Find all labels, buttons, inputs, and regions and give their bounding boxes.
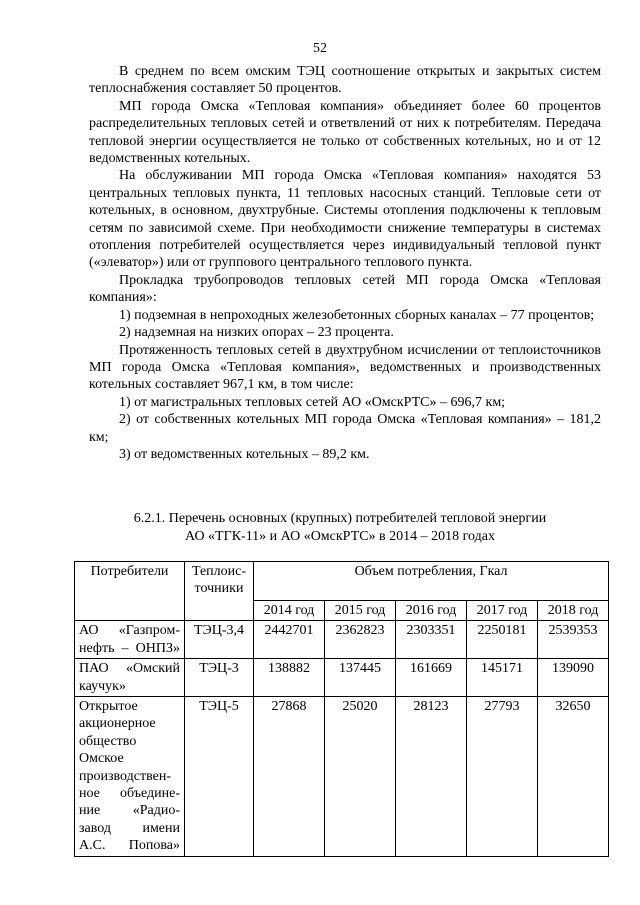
- page-number: 52: [313, 41, 327, 56]
- paragraph: В среднем по всем омским ТЭЦ соотношение открытых и закрытых систем теплоснабжения составляет 50 процентов.: [89, 64, 601, 97]
- value-cell: 25020: [325, 697, 396, 857]
- consumer-name-line: каучук»: [79, 678, 126, 694]
- consumer-name-line: акционерное: [79, 716, 156, 732]
- header-year: 2018 год: [538, 601, 609, 621]
- consumer-name-line: завод имени: [79, 820, 180, 836]
- consumer-name-line: Открытое: [79, 699, 138, 715]
- paragraph: На обслуживании МП города Омска «Тепловая компания» находятся 53 центральных тепловых пункта, 11 тепловых насосных станций. Тепловые сети от котельных, в основном, двухтрубные. Системы отопления подключены к тепловым сетям по зависимой схеме. При необходимости снижение температуры в системах отопления потребителей осуществляется через индивидуальный тепловой пункт («элеватор») или от группового центрального теплового пункта.: [89, 168, 601, 271]
- consumer-name-line: А.С. Попова»: [79, 838, 180, 854]
- value-cell: 2250181: [467, 621, 538, 659]
- table-row: [75, 659, 609, 697]
- consumer-name-line: общество: [79, 733, 137, 749]
- header-year: 2014 год: [254, 601, 325, 621]
- consumer-name-line: ние «Радио-: [79, 803, 180, 819]
- value-cell: 27868: [254, 697, 325, 857]
- consumer-name: [75, 659, 185, 697]
- paragraph: МП города Омска «Тепловая компания» объединяет более 60 процентов распределительных тепловых сетей и ответвлений от них к потребителям. Передача тепловой энергии осуществляется не только от собственных котельных, но и от 12 ведомственных котельных.: [89, 98, 601, 167]
- list-item: 2) от собственных котельных МП города Омска «Тепловая компания» – 181,2 км;: [89, 412, 601, 445]
- source-cell: ТЭЦ-3: [185, 659, 254, 697]
- body-text: [89, 63, 601, 463]
- consumer-name: [75, 621, 185, 659]
- value-cell: 2539353: [538, 621, 609, 659]
- consumer-name: [75, 697, 185, 857]
- consumer-name-line: ПАО «Омский: [79, 661, 180, 677]
- consumer-name-line: ное объедине-: [79, 786, 180, 802]
- list-item: 2) надземная на низких опорах – 23 процента.: [119, 325, 394, 341]
- value-cell: 2442701: [254, 621, 325, 659]
- value-cell: 139090: [538, 659, 609, 697]
- list-item: 1) от магистральных тепловых сетей АО «ОмскРТС» – 696,7 км;: [119, 394, 506, 410]
- header-volume: Объем потребления, Гкал: [254, 562, 609, 601]
- value-cell: 2303351: [396, 621, 467, 659]
- value-cell: 137445: [325, 659, 396, 697]
- header-sources: Теплоис-точники: [185, 562, 254, 621]
- consumer-name-line: АО «Газпром-: [79, 623, 180, 639]
- list-item: 3) от ведомственных котельных – 89,2 км.: [119, 446, 370, 462]
- table-caption: [80, 510, 600, 546]
- header-year: 2016 год: [396, 601, 467, 621]
- header-year: 2017 год: [467, 601, 538, 621]
- consumer-name-line: производствен-: [79, 768, 171, 784]
- value-cell: 27793: [467, 697, 538, 857]
- source-cell: ТЭЦ-3,4: [185, 621, 254, 659]
- value-cell: 2362823: [325, 621, 396, 659]
- header-year: 2015 год: [325, 601, 396, 621]
- paragraph: Прокладка трубопроводов тепловых сетей МП города Омска «Тепловая компания»:: [89, 272, 601, 306]
- header-consumers: Потребители: [75, 562, 185, 621]
- source-cell: ТЭЦ-5: [185, 697, 254, 857]
- value-cell: 32650: [538, 697, 609, 857]
- table-header-row: [75, 562, 609, 601]
- paragraph: Протяженность тепловых сетей в двухтрубном исчислении от теплоисточников МП города Омска «Тепловая компания», ведомственных и производственных котельных составляет 967,1 км, в том числе:: [89, 342, 601, 393]
- table-row: [75, 697, 609, 857]
- value-cell: 145171: [467, 659, 538, 697]
- consumer-name-line: нефть – ОНПЗ»: [79, 640, 180, 656]
- value-cell: 138882: [254, 659, 325, 697]
- caption-line: 6.2.1. Перечень основных (крупных) потребителей тепловой энергии: [133, 511, 547, 526]
- table-row: [75, 621, 609, 659]
- value-cell: 161669: [396, 659, 467, 697]
- list-item: 1) подземная в непроходных железобетонных сборных каналах – 77 процентов;: [119, 307, 595, 323]
- value-cell: 28123: [396, 697, 467, 857]
- consumer-name-line: Омское: [79, 751, 124, 767]
- consumers-table: [74, 561, 609, 857]
- caption-line: АО «ТГК-11» и АО «ОмскРТС» в 2014 – 2018 годах: [185, 529, 495, 544]
